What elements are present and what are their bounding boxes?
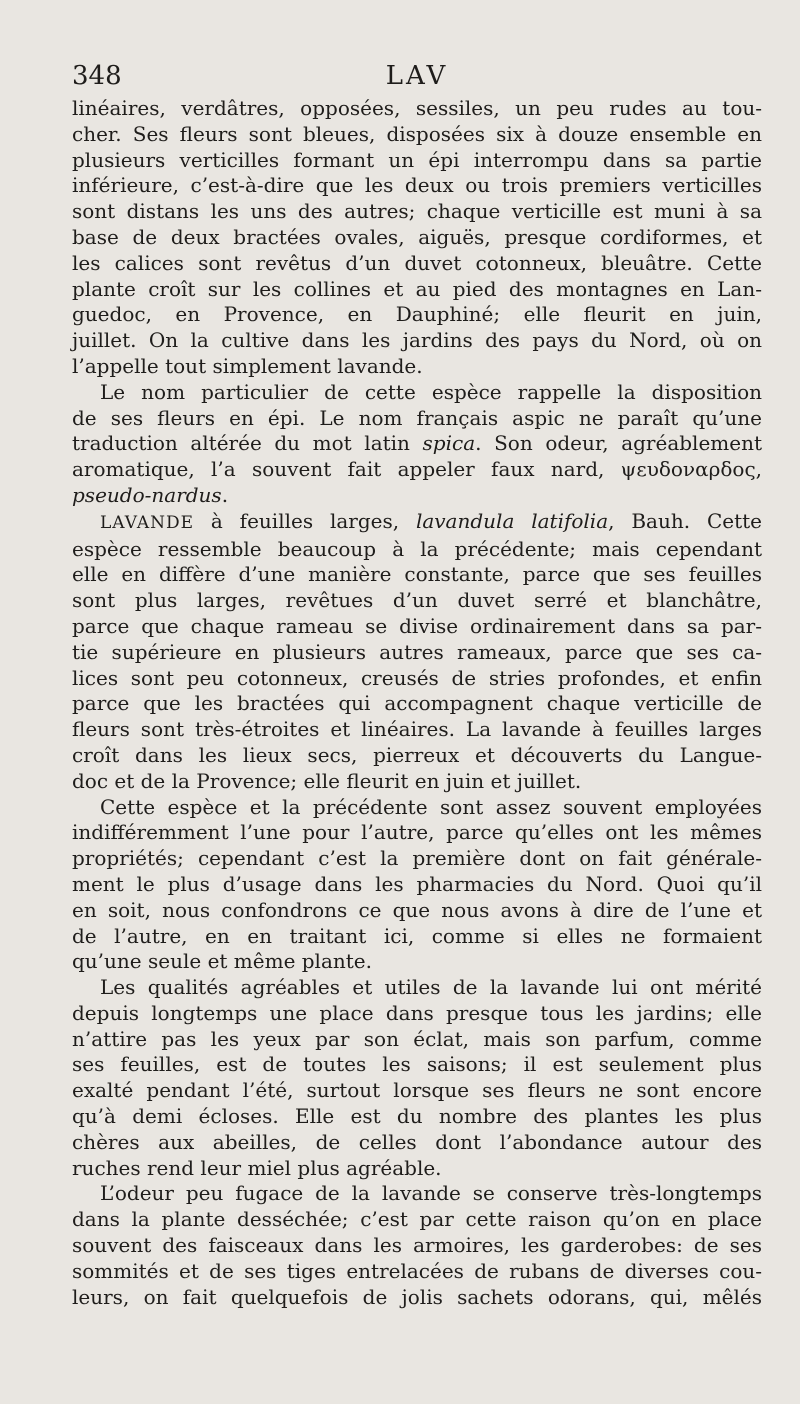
text-line: ment le plus d’usage dans les pharmacies du Nord. Quoi qu’il — [72, 871, 762, 896]
text-line: leurs, on fait quelquefois de jolis sachets odorans, qui, mêlés — [72, 1284, 762, 1309]
text-line: elle en diffère d’une manière constante, parce que ses feuilles — [72, 562, 762, 587]
text-line: doc et de la Provence; elle fleurit en juin et juillet. — [72, 768, 582, 793]
running-head — [72, 58, 762, 94]
text-line: parce que les bractées qui accompagnent chaque verticille de — [72, 691, 762, 716]
text-line: inférieure, c’est-à-dire que les deux ou trois premiers verticilles — [72, 173, 762, 198]
text-line: fleurs sont très-étroites et linéaires. La lavande à feuilles larges — [72, 717, 762, 742]
text-line: espèce ressemble beaucoup à la précédente; mais cependant — [72, 536, 762, 561]
text-line: plusieurs verticilles formant un épi interrompu dans sa partie — [72, 147, 762, 172]
text-line: ruches rend leur miel plus agréable. — [72, 1155, 442, 1180]
text-line: de l’autre, en en traitant ici, comme si elles ne formaient — [72, 923, 762, 948]
text-line: n’attire pas les yeux par son éclat, mais son parfum, comme — [72, 1026, 762, 1051]
text-line: de ses fleurs en épi. Le nom français aspic ne paraît qu’une — [72, 405, 762, 430]
text-line: lices sont peu cotonneux, creusés de stries profondes, et enfin — [72, 665, 762, 690]
text-line: pseudo-nardus. — [72, 482, 229, 507]
text-line: chères aux abeilles, de celles dont l’abondance autour des — [72, 1129, 762, 1154]
text-line: sont plus larges, revêtues d’un duvet serré et blanchâtre, — [72, 588, 762, 613]
page-number: 348 — [72, 61, 122, 91]
text-line: cher. Ses fleurs sont bleues, disposées six à douze ensemble en — [72, 121, 762, 146]
text-line: sommités et de ses tiges entrelacées de rubans de diverses cou- — [72, 1258, 762, 1283]
text-line: juillet. On la cultive dans les jardins des pays du Nord, où on — [72, 328, 762, 353]
text-line: dans la plante desséchée; c’est par cette raison qu’on en place — [72, 1207, 762, 1232]
text-line: propriétés; cependant c’est la première dont on fait générale- — [72, 846, 762, 871]
text-line: plante croît sur les collines et au pied des montagnes en Lan- — [72, 276, 762, 301]
text-line: les calices sont revêtus d’un duvet cotonneux, bleuâtre. Cette — [72, 250, 762, 275]
italic-term: pseudo-nardus — [72, 482, 222, 507]
text-line: parce que chaque rameau se divise ordinairement dans sa par- — [72, 613, 762, 638]
text-line: indifféremment l’une pour l’autre, parce qu’elles ont les mêmes — [72, 820, 762, 845]
text-line: aromatique, l’a souvent fait appeler faux nard, ψευδοναρδος, — [72, 457, 762, 482]
text-line: qu’à demi écloses. Elle est du nombre des plantes les plus — [72, 1104, 762, 1129]
text-line: traduction altérée du mot latin spica. Son odeur, agréablement — [72, 431, 762, 456]
text-line: Cette espèce et la précédente sont assez souvent employées — [100, 794, 762, 819]
text-line: LAVANDE à feuilles larges, lavandula latifolia, Bauh. Cette — [100, 508, 762, 533]
text-line: qu’une seule et même plante. — [72, 949, 372, 974]
text-line: depuis longtemps une place dans presque tous les jardins; elle — [72, 1000, 762, 1025]
text-line: L’odeur peu fugace de la lavande se conserve très-longtemps — [100, 1181, 762, 1206]
text-line: souvent des faisceaux dans les armoires, les garderobes: de ses — [72, 1233, 762, 1258]
text-line: ses feuilles, est de toutes les saisons; il est seulement plus — [72, 1052, 762, 1077]
italic-term: spica — [422, 431, 476, 456]
text-line: en soit, nous confondrons ce que nous avons à dire de l’une et — [72, 897, 762, 922]
text-line: base de deux bractées ovales, aiguës, presque cordiformes, et — [72, 224, 762, 249]
text-line: Les qualités agréables et utiles de la lavande lui ont mérité — [100, 975, 762, 1000]
text-line: tie supérieure en plusieurs autres rameaux, parce que ses ca- — [72, 639, 762, 664]
text-line: exalté pendant l’été, surtout lorsque ses fleurs ne sont encore — [72, 1078, 762, 1103]
running-title: LAV — [385, 61, 449, 91]
body-text — [72, 96, 762, 1310]
text-line: croît dans les lieux secs, pierreux et découverts du Langue- — [72, 742, 762, 767]
text-line: sont distans les uns des autres; chaque verticille est muni à sa — [72, 199, 762, 224]
text-line: guedoc, en Provence, en Dauphiné; elle fleurit en juin, — [72, 302, 762, 327]
text-line: l’appelle tout simplement lavande. — [72, 353, 423, 378]
entry-headword: LAVANDE — [100, 512, 195, 533]
text-line: linéaires, verdâtres, opposées, sessiles, un peu rudes au tou- — [72, 96, 762, 120]
italic-term: lavandula latifolia — [415, 508, 609, 533]
text-line: Le nom particulier de cette espèce rappelle la disposition — [100, 379, 762, 404]
